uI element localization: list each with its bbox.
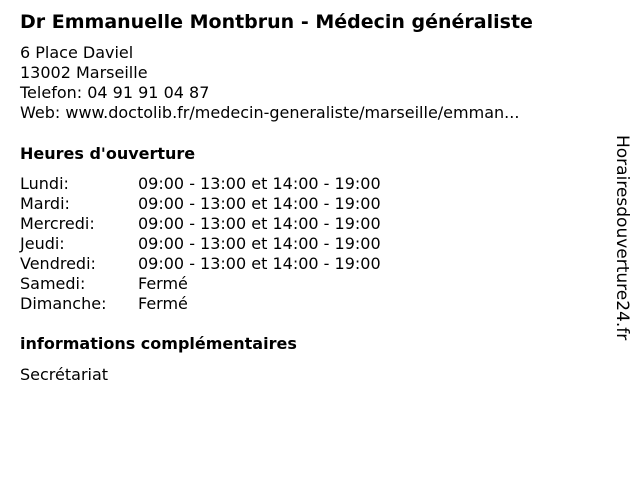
hours-row-tuesday [20,194,381,214]
opening-hours-heading: Heures d'ouverture [20,144,196,163]
hours-row-friday [20,254,381,274]
city-address: 13002 Marseille [20,63,148,82]
day-label: Mercredi: [20,214,95,233]
hours-row-thursday [20,234,381,254]
phone-number: Telefon: 04 91 91 04 87 [20,83,210,102]
opening-hours-table [20,174,381,314]
day-label: Dimanche: [20,294,107,313]
day-label: Vendredi: [20,254,96,273]
day-label: Samedi: [20,274,86,293]
day-label: Mardi: [20,194,70,213]
day-hours: Fermé [138,274,188,293]
website-link: Web: www.doctolib.fr/medecin-generaliste/marseille/emman... [20,103,520,122]
hours-row-wednesday [20,214,381,234]
hours-row-saturday [20,274,381,294]
day-hours: 09:00 - 13:00 et 14:00 - 19:00 [138,194,381,213]
day-hours: 09:00 - 13:00 et 14:00 - 19:00 [138,214,381,233]
day-hours: 09:00 - 13:00 et 14:00 - 19:00 [138,234,381,253]
address-block [20,43,519,123]
hours-row-monday [20,174,381,194]
day-hours: 09:00 - 13:00 et 14:00 - 19:00 [138,174,381,193]
site-watermark: Horairesdouverture24.fr [612,135,632,341]
street-address: 6 Place Daviel [20,43,134,62]
day-label: Lundi: [20,174,69,193]
day-hours: 09:00 - 13:00 et 14:00 - 19:00 [138,254,381,273]
page-title: Dr Emmanuelle Montbrun - Médecin généraliste [20,11,533,33]
additional-info-text: Secrétariat [20,365,109,384]
day-label: Jeudi: [20,234,65,253]
day-hours: Fermé [138,294,188,313]
additional-info-heading: informations complémentaires [20,334,297,353]
hours-row-sunday [20,294,381,314]
